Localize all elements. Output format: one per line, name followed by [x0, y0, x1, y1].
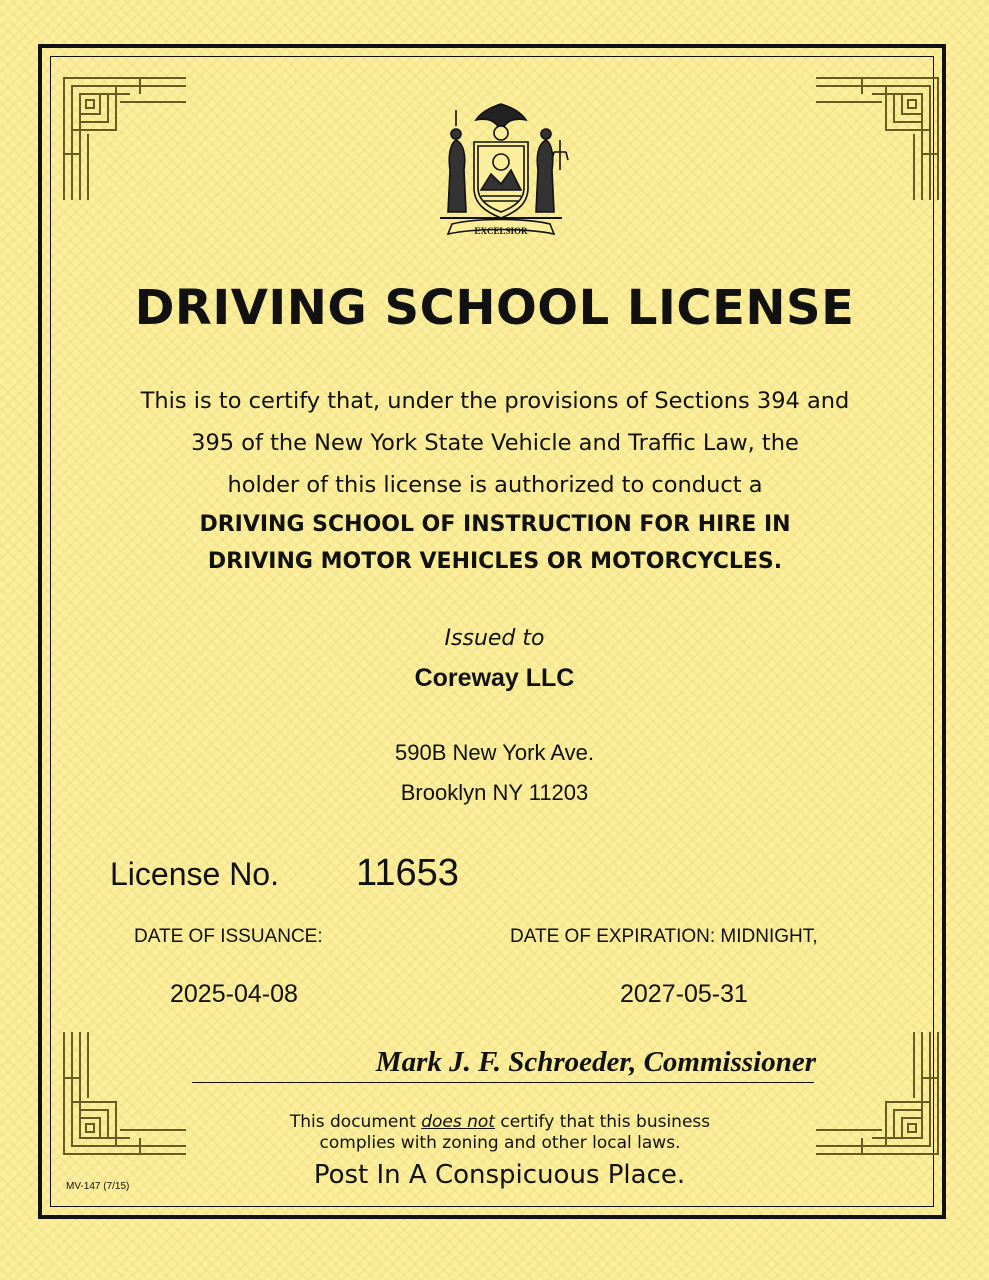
corner-ornament-top-right	[812, 74, 942, 204]
issuance-date-label: DATE OF ISSUANCE:	[134, 926, 323, 947]
address-line-2: Brooklyn NY 11203	[400, 780, 589, 805]
corner-ornament-bottom-left	[60, 1028, 190, 1158]
license-number-label: License No.	[110, 856, 279, 892]
issued-to-label: Issued to	[444, 626, 545, 651]
corner-ornament-top-left	[60, 74, 190, 204]
form-code: MV-147 (7/15)	[66, 1181, 130, 1192]
seal-motto: EXCELSIOR	[474, 226, 528, 236]
expiration-date-label: DATE OF EXPIRATION: MIDNIGHT,	[510, 926, 818, 947]
disclaimer-line-2: complies with zoning and other local laws.	[319, 1133, 681, 1153]
expiration-date: 2027-05-31	[620, 980, 748, 1008]
document-title: DRIVING SCHOOL LICENSE	[134, 280, 855, 336]
certification-line-1: This is to certify that, under the provisions of Sections 394 and	[140, 388, 850, 414]
certification-bold-line-1: DRIVING SCHOOL OF INSTRUCTION FOR HIRE IN	[199, 512, 791, 537]
disclaimer-suffix: certify that this business	[494, 1112, 711, 1132]
signature-line	[192, 1082, 814, 1083]
issuance-date: 2025-04-08	[170, 980, 298, 1008]
licensee-name: Coreway LLC	[414, 664, 575, 692]
disclaimer-prefix: This document	[289, 1112, 422, 1132]
corner-ornament-bottom-right	[812, 1028, 942, 1158]
disclaimer-emphasis: does not	[421, 1112, 495, 1132]
certification-text	[100, 380, 890, 580]
commissioner-signature: Mark J. F. Schroeder, Commissioner	[375, 1046, 816, 1078]
certification-bold-line-2: DRIVING MOTOR VEHICLES OR MOTORCYCLES.	[207, 549, 783, 574]
certification-line-3: holder of this license is authorized to conduct a	[227, 472, 763, 498]
license-number: 11653	[356, 852, 459, 894]
state-seal-icon	[426, 100, 576, 242]
certification-line-2: 395 of the New York State Vehicle and Traffic Law, the	[191, 430, 799, 456]
zoning-disclaimer	[200, 1112, 800, 1154]
address-line-1: 590B New York Ave.	[395, 740, 594, 765]
post-notice: Post In A Conspicuous Place.	[313, 1160, 686, 1190]
